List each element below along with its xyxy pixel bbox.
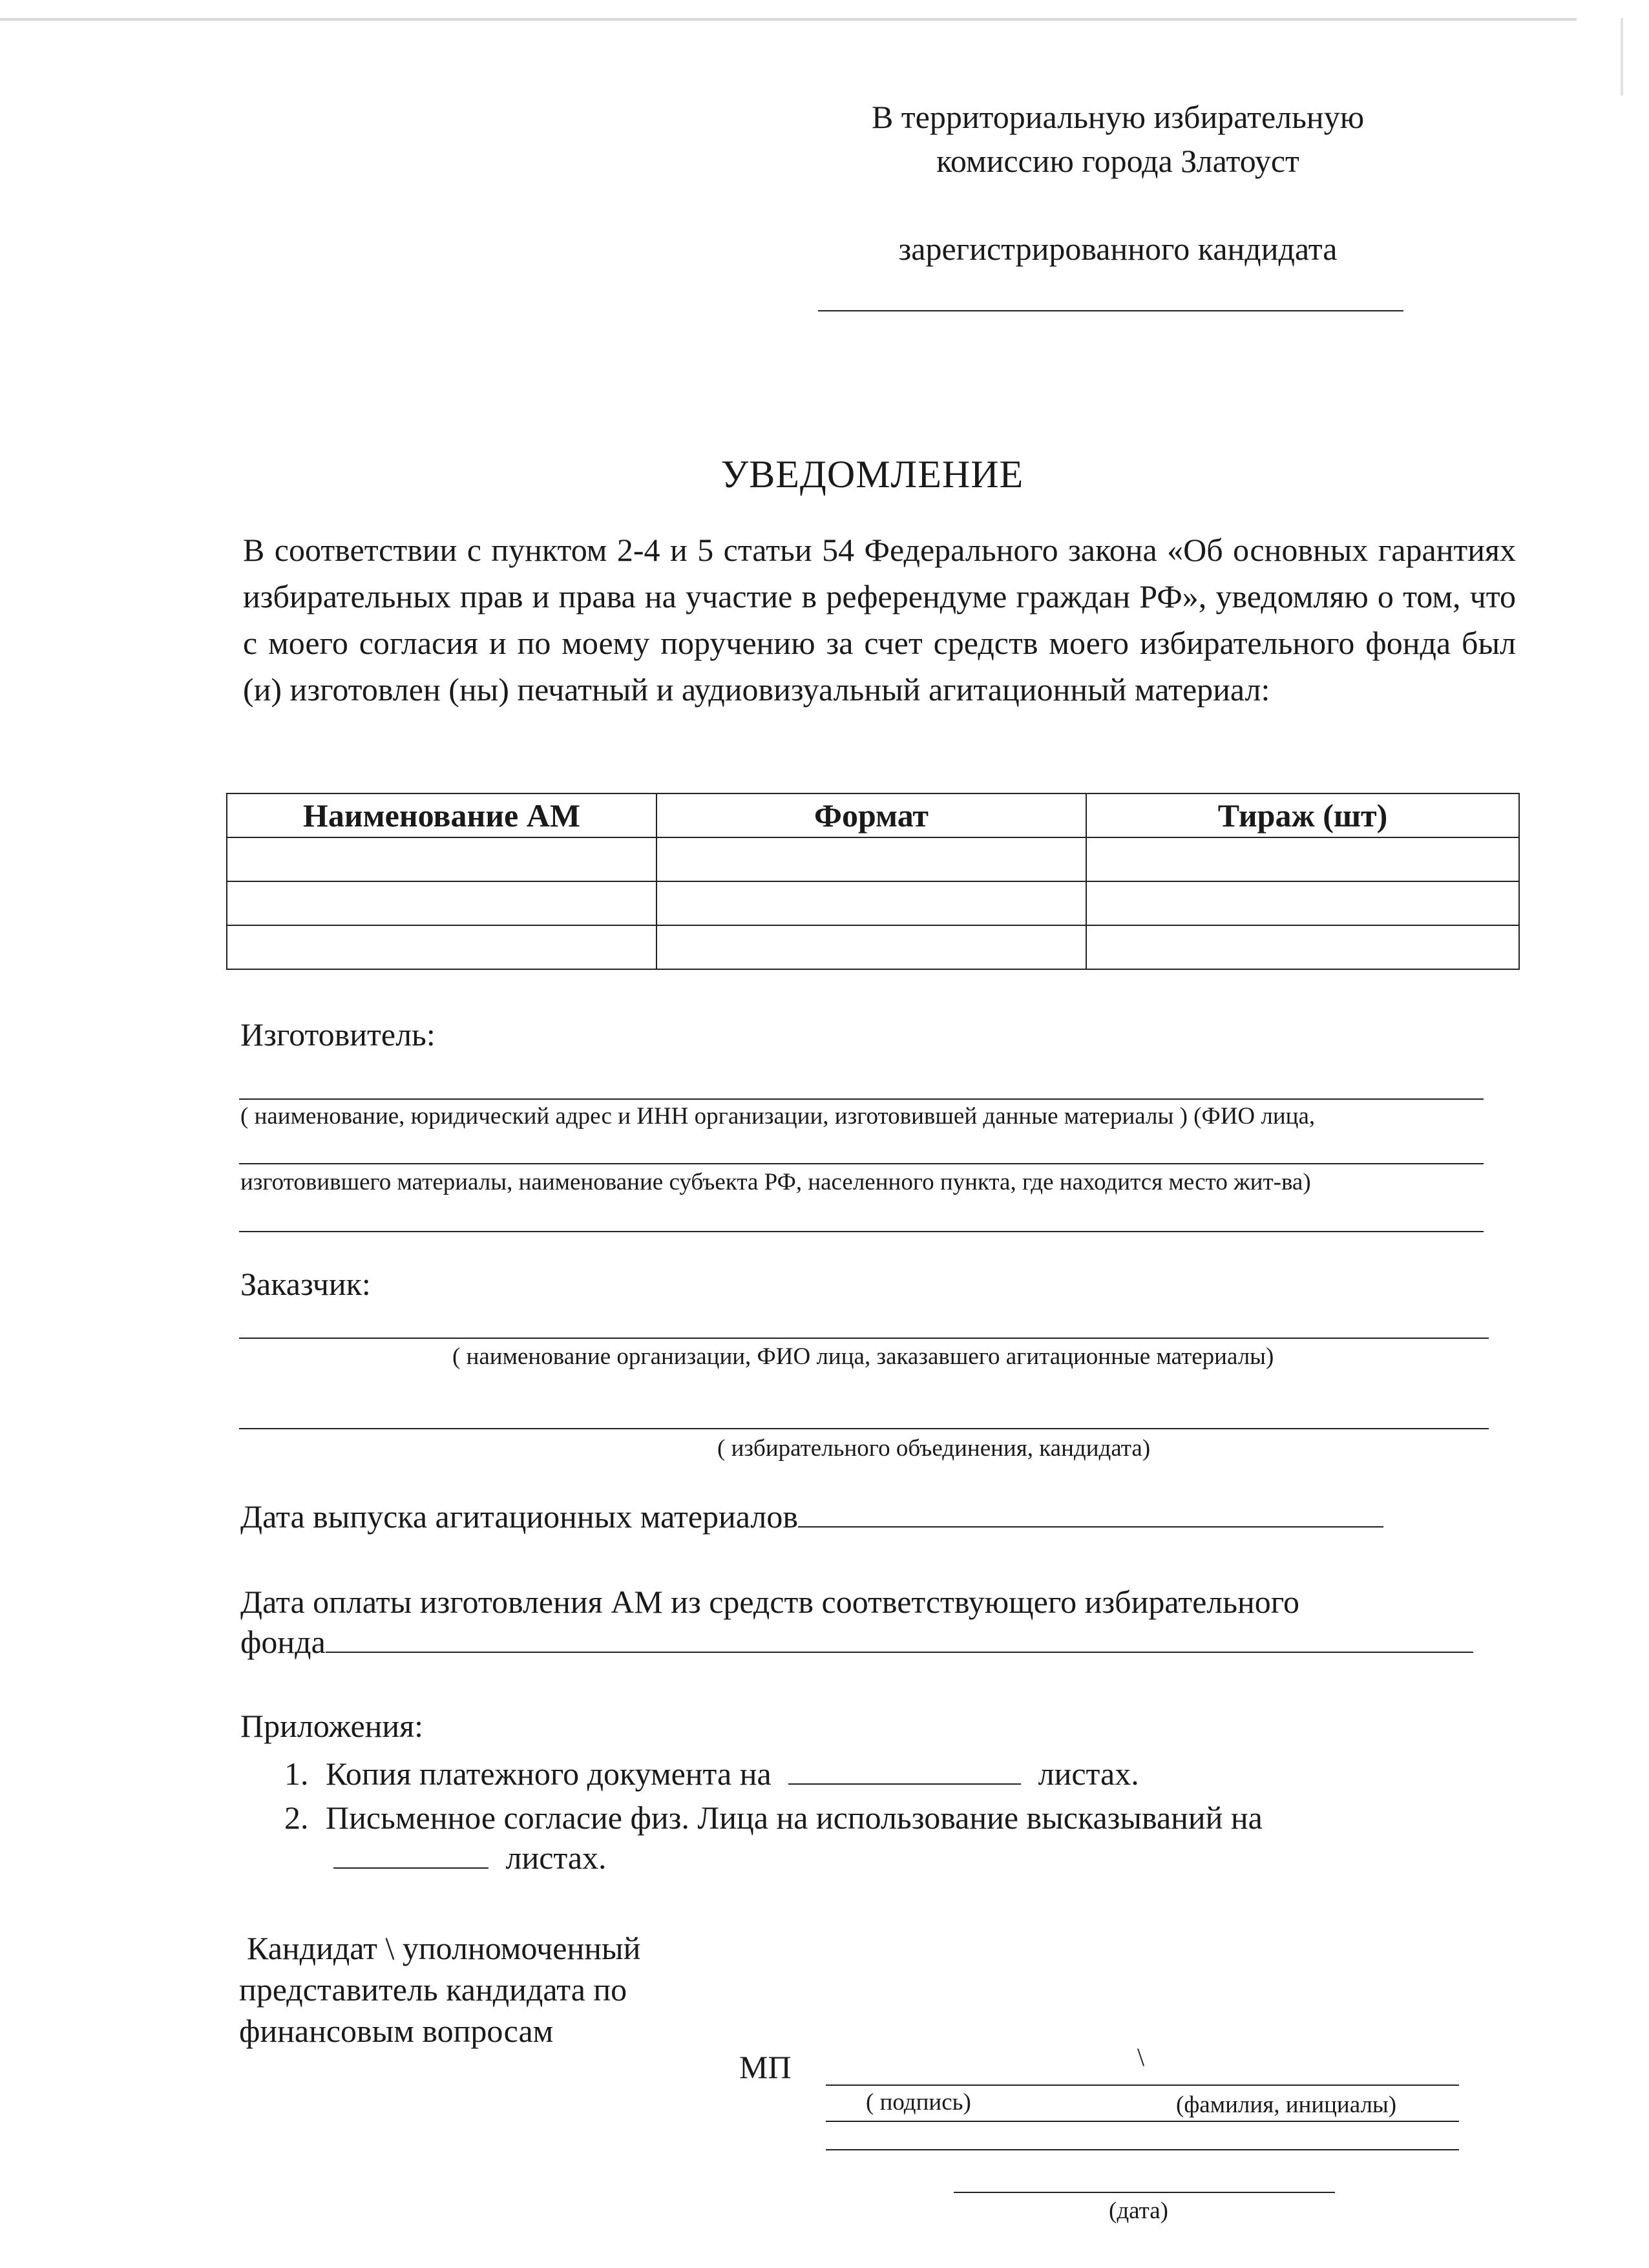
table-cell[interactable] xyxy=(656,925,1086,969)
table-header-row xyxy=(227,793,1519,837)
attachment-2-pages-field[interactable] xyxy=(333,1867,488,1869)
list-number: 1. xyxy=(284,1756,309,1792)
customer-label: Заказчик: xyxy=(240,1266,371,1302)
attachment-1-text: Копия платежного документа на xyxy=(326,1756,772,1792)
attachment-item-2 xyxy=(284,1796,1263,1839)
attachment-2-suffix: листах. xyxy=(505,1840,607,1876)
release-date-field[interactable] xyxy=(798,1526,1383,1528)
table-cell[interactable] xyxy=(656,881,1086,925)
attachments-label: Приложения: xyxy=(240,1708,424,1744)
addressee-line-2: комиссию города Златоуст xyxy=(936,143,1299,179)
attachment-1-pages-field[interactable] xyxy=(788,1783,1021,1785)
customer-hint-2: ( избирательного объединения, кандидата) xyxy=(717,1435,1151,1462)
signer-title-2: представитель кандидата по xyxy=(239,1971,627,2008)
customer-hint-1: ( наименование организации, ФИО лица, заказавшего агитационные материалы) xyxy=(452,1343,1274,1370)
table-cell[interactable] xyxy=(656,837,1086,881)
payment-date-label-2: фонда xyxy=(240,1624,326,1660)
intro-paragraph: В соответствии с пунктом 2-4 и 5 статьи 54 Федерального закона «Об основных гарантиях избирательных прав и права на участие в референдуме граждан РФ», уведомляю о том, что с моего согласия и по моему поручению за счет средств моего избирательного фонда был (и) изготовлен (ны) печатный и аудиовизуальный агитационный материал: xyxy=(243,532,1516,708)
manufacturer-label: Изготовитель: xyxy=(240,1016,436,1053)
document-title: УВЕДОМЛЕНИЕ xyxy=(720,453,1024,496)
signature-hint: ( подпись) xyxy=(866,2089,971,2116)
sender-label: зарегистрированного кандидата xyxy=(898,231,1338,267)
scan-edge xyxy=(0,18,1577,21)
release-date-label: Дата выпуска агитационных материалов xyxy=(240,1498,798,1535)
table-row xyxy=(227,837,1519,881)
name-line[interactable] xyxy=(826,2121,1459,2122)
table-cell[interactable] xyxy=(1086,925,1519,969)
column-header-format: Формат xyxy=(656,793,1086,837)
attachment-2-text: Письменное согласие физ. Лица на использование высказываний на xyxy=(326,1800,1263,1836)
addressee-line-1: В территориальную избирательную xyxy=(871,99,1365,135)
manufacturer-line-2[interactable] xyxy=(239,1163,1484,1164)
manufacturer-hint-2: изготовившего материалы, наименование субъекта РФ, населенного пункта, где находится место жит-ва) xyxy=(240,1169,1311,1195)
payment-date-row xyxy=(240,1623,1473,1661)
date-line[interactable] xyxy=(954,2192,1335,2193)
customer-line-1[interactable] xyxy=(239,1338,1489,1339)
signature-line[interactable] xyxy=(826,2084,1459,2086)
list-number: 2. xyxy=(284,1800,309,1836)
signature-separator: \ xyxy=(1137,2042,1145,2072)
name-hint: (фамилия, инициалы) xyxy=(1176,2092,1397,2118)
table-cell[interactable] xyxy=(1086,837,1519,881)
payment-date-label-1: Дата оплаты изготовления АМ из средств соответствующего избирательного xyxy=(240,1584,1300,1620)
column-header-name: Наименование АМ xyxy=(227,793,656,837)
table-cell[interactable] xyxy=(227,925,656,969)
table-cell[interactable] xyxy=(227,881,656,925)
scan-edge-right xyxy=(1621,18,1623,96)
stamp-label: МП xyxy=(739,2049,792,2085)
manufacturer-hint-1: ( наименование, юридический адрес и ИНН организации, изготовившей данные материалы ) (ФИО лица, xyxy=(240,1103,1316,1129)
candidate-name-line[interactable] xyxy=(818,310,1403,311)
column-header-circulation: Тираж (шт) xyxy=(1086,793,1519,837)
manufacturer-line-1[interactable] xyxy=(239,1098,1484,1100)
table-cell[interactable] xyxy=(227,837,656,881)
payment-date-field[interactable] xyxy=(326,1652,1473,1653)
attachment-1-suffix: листах. xyxy=(1038,1756,1139,1792)
attachment-item-1 xyxy=(284,1752,1139,1795)
release-date-row xyxy=(240,1498,1383,1535)
date-hint: (дата) xyxy=(1109,2198,1168,2224)
attachment-item-2-cont xyxy=(333,1836,607,1879)
signer-title-3: финансовым вопросам xyxy=(239,2013,554,2049)
materials-table xyxy=(226,793,1520,970)
customer-line-2[interactable] xyxy=(239,1428,1489,1429)
table-row xyxy=(227,925,1519,969)
extra-line[interactable] xyxy=(826,2149,1459,2150)
manufacturer-line-3[interactable] xyxy=(239,1231,1484,1232)
signer-title-1: Кандидат \ уполномоченный xyxy=(247,1930,641,1966)
table-row xyxy=(227,881,1519,925)
table-cell[interactable] xyxy=(1086,881,1519,925)
